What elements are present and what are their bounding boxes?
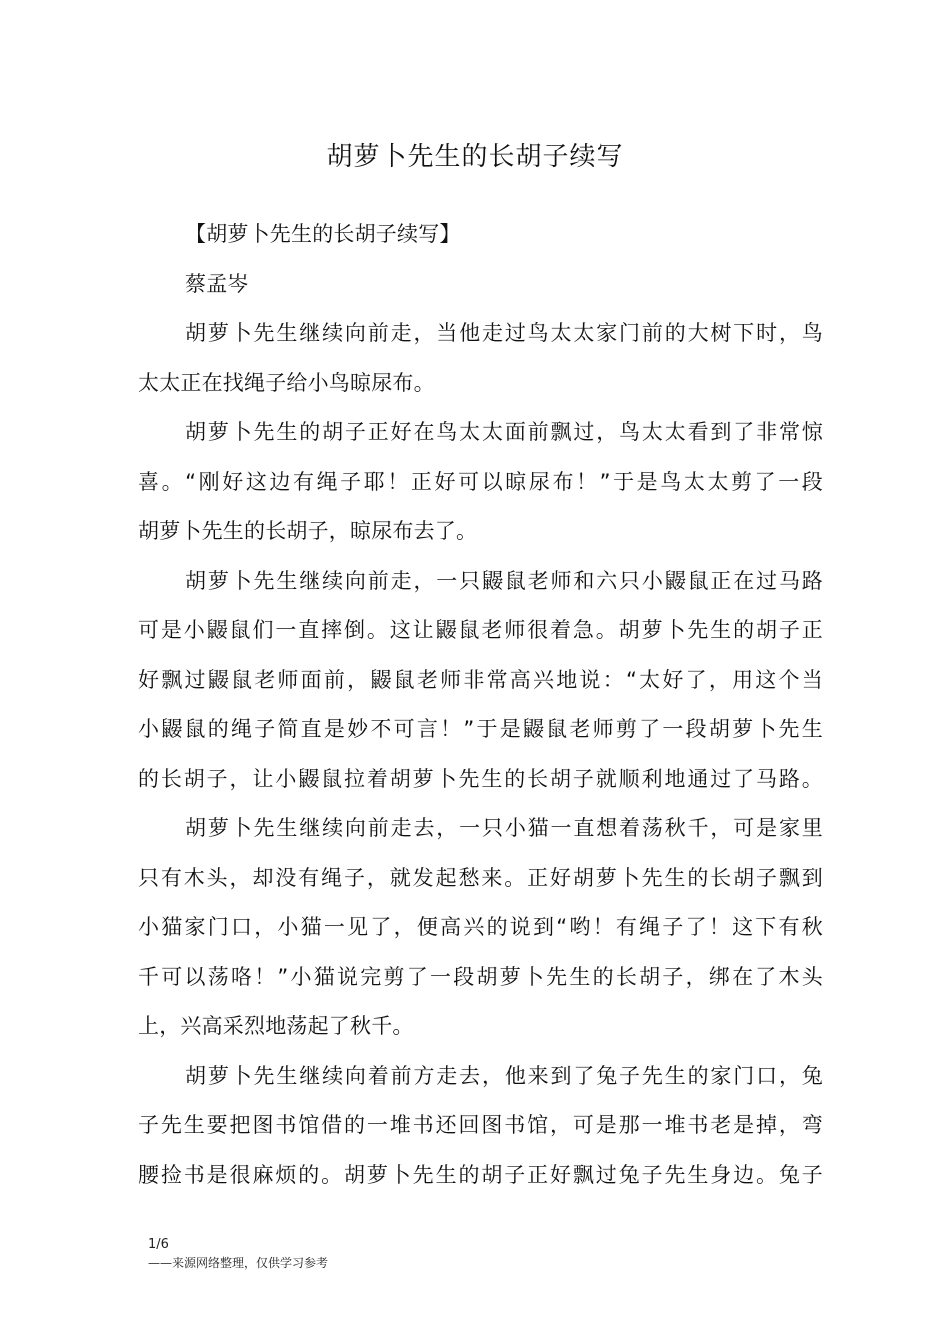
page-footer bbox=[148, 1236, 328, 1272]
text-line: 好飘过鼹鼠老师面前，鼹鼠老师非常高兴地说：“太好了，用这个当 bbox=[138, 667, 823, 692]
text-line: 胡萝卜先生继续向着前方走去，他来到了兔子先生的家门口，兔 bbox=[185, 1063, 823, 1088]
text-line: 胡萝卜先生的胡子正好在鸟太太面前飘过，鸟太太看到了非常惊 bbox=[185, 420, 823, 444]
text-line: 胡萝卜先生继续向前走去，一只小猫一直想着荡秋千，可是家里 bbox=[185, 816, 823, 840]
text-line: 喜。“刚好这边有绳子耶！正好可以晾尿布！”于是鸟太太剪了一段 bbox=[138, 469, 823, 494]
text-line: 只有木头，却没有绳子，就发起愁来。正好胡萝卜先生的长胡子飘到 bbox=[138, 865, 823, 890]
text-line: 太太正在找绳子给小鸟晾尿布。 bbox=[138, 370, 435, 395]
text-line: 的长胡子，让小鼹鼠拉着胡萝卜先生的长胡子就顺利地通过了马路。 bbox=[138, 766, 823, 791]
document-body bbox=[138, 210, 823, 1200]
text-line: 胡萝卜先生的长胡子，晾尿布去了。 bbox=[138, 519, 478, 543]
text-line: 胡萝卜先生继续向前走，一只鼹鼠老师和六只小鼹鼠正在过马路 bbox=[185, 568, 823, 593]
text-line: 小猫家门口，小猫一见了，便高兴的说到“哟！有绳子了！这下有秋 bbox=[138, 915, 823, 939]
text-line: 腰捡书是很麻烦的。胡萝卜先生的胡子正好飘过兔子先生身边。兔子 bbox=[138, 1162, 823, 1187]
page-title: 胡萝卜先生的长胡子续写 bbox=[326, 142, 624, 172]
text-line: 千可以荡咯！”小猫说完剪了一段胡萝卜先生的长胡子，绑在了木头 bbox=[138, 964, 823, 989]
source-note: ——来源网络整理，仅供学习参考 bbox=[148, 1256, 329, 1270]
text-line: 可是小鼹鼠们一直摔倒。这让鼹鼠老师很着急。胡萝卜先生的胡子正 bbox=[138, 618, 823, 642]
page-number: 1/6 bbox=[148, 1237, 169, 1252]
text-line: 小鼹鼠的绳子简直是妙不可言！”于是鼹鼠老师剪了一段胡萝卜先生 bbox=[138, 717, 823, 741]
text-line: 胡萝卜先生继续向前走，当他走过鸟太太家门前的大树下时，鸟 bbox=[185, 321, 823, 345]
author-line: 蔡孟岑 bbox=[185, 271, 249, 296]
text-line: 上，兴高采烈地荡起了秋千。 bbox=[138, 1014, 414, 1038]
subtitle-line: 【胡萝卜先生的长胡子续写】 bbox=[185, 222, 461, 246]
text-line: 子先生要把图书馆借的一堆书还回图书馆，可是那一堆书老是掉，弯 bbox=[138, 1113, 823, 1137]
